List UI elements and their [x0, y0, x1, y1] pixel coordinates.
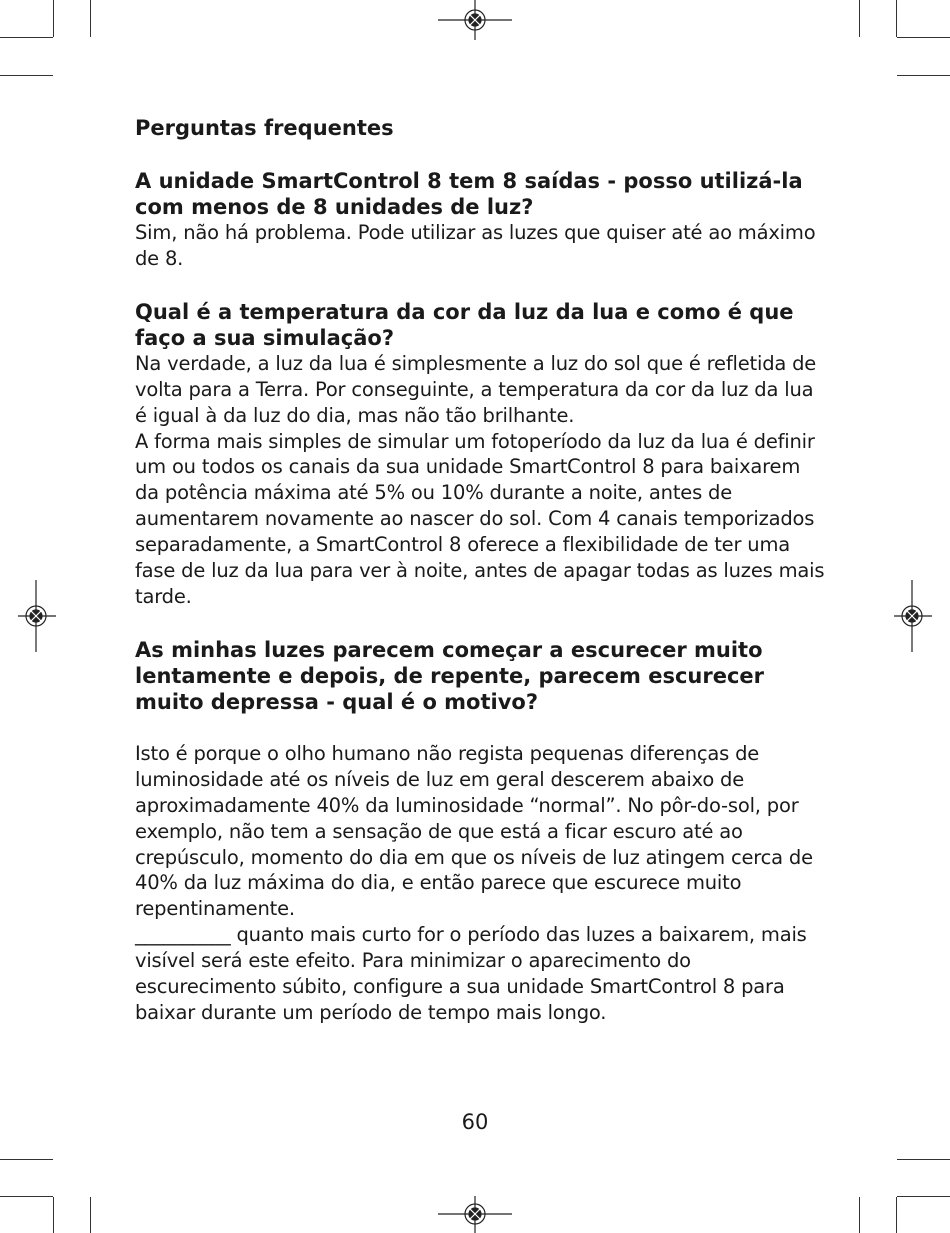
- faq-answer: Na verdade, a luz da lua é simplesmente a luz do sol que é refletida de volta para a Terra. Por conseguinte, a temperatura da cor da luz da lua é igual à da luz do dia, mas não tão brilhante.: [135, 351, 817, 427]
- faq-question: A unidade SmartControl 8 tem 8 saídas - posso utilizá-la com menos de 8 unidades de luz?: [135, 169, 803, 219]
- page-number: 60: [461, 1110, 489, 1134]
- faq-answer: __________ quanto mais curto for o período das luzes a baixarem, mais visível será este efeito. Para minimizar o aparecimento do escurecimento súbito, configure a sua unidade SmartControl 8 para baixar durante um período de tempo mais longo.: [135, 923, 807, 1024]
- faq-question: As minhas luzes parecem começar a escurecer muito lentamente e depois, de repente, parecem escurecer muito depressa - qual é o motivo?: [135, 637, 764, 714]
- faq-question: Qual é a temperatura da cor da luz da lua e como é que faço a sua simulação?: [135, 299, 794, 350]
- page-heading: Perguntas frequentes: [135, 116, 394, 140]
- faq-item: [135, 168, 825, 272]
- faq-answer: Isto é porque o olho humano não regista pequenas diferenças de luminosidade até os níveis de luz em geral descerem abaixo de aproximadamente 40% da luminosidade “normal”. No pôr-do-sol, por exemplo, não tem a sensação de que está a ficar escuro até ao crepúsculo, momento do dia em que os níveis de luz atingem cerca de 40% da luz máxima do dia, e então parece que escurece muito repentinamente.: [135, 741, 813, 921]
- faq-item: [135, 299, 825, 610]
- faq-item: [135, 637, 825, 1026]
- faq-answer: A forma mais simples de simular um fotoperíodo da luz da lua é definir um ou todos os canais da sua unidade SmartControl 8 para baixarem da potência máxima até 5% ou 10% durante a noite, antes de aumentarem novamente ao nascer do sol. Com 4 canais temporizados separadamente, a SmartControl 8 oferece a flexibilidade de ter uma fase de luz da lua para ver à noite, antes de apagar todas as luzes mais tarde.: [135, 429, 825, 608]
- faq-content: [135, 115, 825, 1026]
- faq-answer: Sim, não há problema. Pode utilizar as luzes que quiser até ao máximo de 8.: [135, 221, 816, 270]
